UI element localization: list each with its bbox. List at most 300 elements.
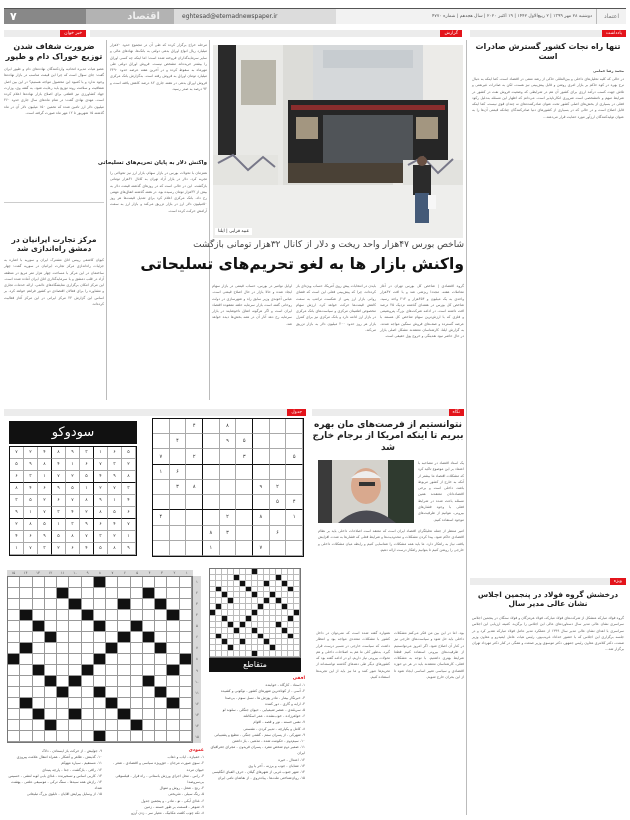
crossword-cell[interactable]	[20, 621, 32, 632]
crossword-cell[interactable]	[94, 665, 106, 676]
sudoku-cell[interactable]	[220, 465, 237, 480]
sudoku-cell[interactable]	[186, 465, 203, 480]
sudoku-cell[interactable]	[270, 465, 287, 480]
crossword-cell[interactable]	[118, 687, 130, 698]
sudoku-cell[interactable]: ۴	[170, 434, 187, 449]
crossword-cell[interactable]	[155, 577, 167, 588]
crossword-cell[interactable]	[57, 731, 69, 742]
crossword-cell[interactable]	[69, 698, 81, 709]
crossword-black-cell	[143, 632, 155, 643]
crossword-grid[interactable]	[7, 576, 193, 743]
sudoku-cell[interactable]: ۹	[253, 480, 270, 495]
sudoku-cell[interactable]: ۱	[153, 465, 170, 480]
sudoku-cell[interactable]	[186, 541, 203, 556]
crossword-row-number: ۱۵	[195, 735, 199, 740]
crossword-cell[interactable]	[106, 577, 118, 588]
sudoku-cell[interactable]	[153, 419, 170, 434]
sudoku-cell[interactable]	[270, 510, 287, 525]
sudoku-cell[interactable]	[220, 449, 237, 464]
sudoku-cell[interactable]	[170, 510, 187, 525]
crossword-cell[interactable]	[155, 731, 167, 742]
crossword-cell[interactable]	[131, 709, 143, 720]
crossword-cell[interactable]	[118, 643, 130, 654]
crossword-cell[interactable]	[69, 687, 81, 698]
crossword-cell[interactable]	[20, 577, 32, 588]
news-headline-2: مرکز تجارت ایرانیان در دمشق راه‌اندازی شد	[11, 235, 97, 254]
crossword-cell[interactable]	[94, 610, 106, 621]
crossword-cell[interactable]	[69, 610, 81, 621]
crossword-cell[interactable]	[118, 654, 130, 665]
crossword-cell[interactable]	[143, 643, 155, 654]
crossword-cell[interactable]	[131, 632, 143, 643]
crossword-cell[interactable]	[69, 588, 81, 599]
crossword-cell[interactable]	[69, 577, 81, 588]
crossword-cell[interactable]	[69, 643, 81, 654]
crossword-cell[interactable]	[167, 577, 179, 588]
sudoku-cell[interactable]	[203, 480, 220, 495]
crossword-cell[interactable]	[143, 621, 155, 632]
section-email[interactable]: eghtesad@etemadnewspaper.ir	[174, 9, 336, 24]
sudoku-cell[interactable]	[253, 449, 270, 464]
lead-col-3: اوایل نوامبر در بورس، حساب قیمتی در بازار سهام ایجاد شده و حالا بازار در حال اصلاح قیمتی است. عباس آخوندی وزیر سابق راه و شهرسازی در دولت روحانی گفته است بازار سرمایه حلقه مفقوده اقتصاد ایران است و اگر هرگونه اتفاق ناخوشایند در بازار سرمایه رخ دهد آثار آن در همه بخش‌ها دیده خواهد شد.	[212, 284, 292, 326]
sudoku-cell[interactable]: ۶	[270, 526, 287, 541]
crossword-cell[interactable]	[45, 599, 57, 610]
sudoku-cell[interactable]	[286, 541, 303, 556]
crossword-cell[interactable]	[57, 621, 69, 632]
crossword-cell[interactable]	[180, 687, 192, 698]
sudoku-cell[interactable]	[153, 434, 170, 449]
sudoku-cell[interactable]	[236, 419, 253, 434]
sudoku-cell[interactable]: ۶	[170, 465, 187, 480]
sudoku-cell[interactable]	[203, 434, 220, 449]
crossword-cell[interactable]	[106, 621, 118, 632]
sudoku-cell[interactable]	[236, 480, 253, 495]
crossword-cell[interactable]	[33, 610, 45, 621]
crossword-cell[interactable]	[180, 665, 192, 676]
crossword-cell[interactable]	[94, 643, 106, 654]
crossword-column-number: ۲	[173, 571, 176, 575]
sudoku-cell[interactable]: ۸	[253, 510, 270, 525]
sudoku-cell[interactable]	[270, 541, 287, 556]
crossword-cell[interactable]	[82, 588, 94, 599]
crossword-black-cell	[57, 588, 69, 599]
crossword-cell[interactable]	[45, 687, 57, 698]
crossword-cell[interactable]	[94, 720, 106, 731]
crossword-cell[interactable]	[45, 577, 57, 588]
sudoku-cell: ۵	[24, 495, 38, 507]
crossword-cell[interactable]	[131, 610, 143, 621]
crossword-cell[interactable]	[8, 610, 20, 621]
sudoku-cell[interactable]	[286, 480, 303, 495]
crossword-cell[interactable]	[143, 599, 155, 610]
crossword-cell[interactable]	[180, 698, 192, 709]
sudoku-cell: ۳	[38, 543, 52, 555]
crossword-cell[interactable]	[33, 632, 45, 643]
crossword-cell[interactable]	[106, 654, 118, 665]
sudoku-cell[interactable]	[220, 495, 237, 510]
crossword-cell[interactable]	[57, 698, 69, 709]
crossword-cell[interactable]	[94, 698, 106, 709]
sudoku-cell[interactable]	[286, 419, 303, 434]
crossword-cell[interactable]	[8, 643, 20, 654]
crossword-cell[interactable]	[131, 588, 143, 599]
crossword-cell[interactable]	[106, 588, 118, 599]
crossword-cell[interactable]	[180, 599, 192, 610]
crossword-cell[interactable]	[131, 665, 143, 676]
crossword-cell[interactable]	[155, 621, 167, 632]
crossword-cell[interactable]	[180, 720, 192, 731]
crossword-cell[interactable]	[167, 731, 179, 742]
sudoku-cell[interactable]	[220, 541, 237, 556]
crossword-cell[interactable]	[106, 720, 118, 731]
crossword-cell[interactable]	[33, 588, 45, 599]
crossword-cell[interactable]	[118, 610, 130, 621]
crossword-cell[interactable]	[106, 687, 118, 698]
crossword-cell[interactable]	[82, 643, 94, 654]
crossword-cell[interactable]	[143, 610, 155, 621]
crossword-cell[interactable]	[106, 731, 118, 742]
sudoku-cell: ۱	[80, 483, 94, 495]
sudoku-cell[interactable]	[236, 541, 253, 556]
crossword-column-number: ۸	[99, 571, 101, 575]
crossword-cell[interactable]	[8, 632, 20, 643]
crossword-black-cell	[45, 720, 57, 731]
sudoku-cell[interactable]	[170, 526, 187, 541]
sudoku-cell[interactable]: ۴	[286, 495, 303, 510]
stock-exchange-hall-illustration	[213, 45, 463, 238]
crossword-cell[interactable]	[82, 731, 94, 742]
sudoku-cell[interactable]: ۴	[186, 419, 203, 434]
sudoku-cell[interactable]	[236, 526, 253, 541]
crossword-cell[interactable]	[57, 720, 69, 731]
crossword-cell[interactable]	[20, 687, 32, 698]
crossword-cell[interactable]	[167, 632, 179, 643]
crossword-cell[interactable]	[131, 654, 143, 665]
sudoku-cell[interactable]: ۸	[186, 480, 203, 495]
crossword-cell[interactable]	[118, 577, 130, 588]
sudoku-cell[interactable]: ۵	[236, 434, 253, 449]
crossword-cell[interactable]	[33, 654, 45, 665]
crossword-cell[interactable]	[180, 709, 192, 720]
crossword-cell[interactable]	[167, 643, 179, 654]
sudoku-cell[interactable]: ۴	[153, 510, 170, 525]
sudoku-cell[interactable]	[236, 495, 253, 510]
crossword-cell[interactable]	[45, 610, 57, 621]
crossword-cell[interactable]	[143, 665, 155, 676]
crossword-cell[interactable]	[33, 687, 45, 698]
opinion-col-2: بود. اما در این بین من فکر می‌کنم مشکلات داخلی باید حل شود و سیاست‌های خارجی نیز در کنار آن اصلاح شود. اگر امروز می‌توانستیم از ظرفیت‌های بیرونی استفاده کنیم قطعا شرایط بهتری داشتیم. با توجه به مشکلات فعلی، کارشناسان معتقدند باید در هر دو حوزه اقتصادی و سیاسی تغییر اساسی ایجاد شود تا از این بحران خارج شویم.	[394, 631, 464, 680]
sudoku-cell[interactable]	[203, 510, 220, 525]
crossword-cell[interactable]	[57, 599, 69, 610]
crossword-cell[interactable]	[20, 676, 32, 687]
crossword-cell[interactable]	[45, 621, 57, 632]
sudoku-cell[interactable]: ۱	[203, 541, 220, 556]
crossword-cell[interactable]	[143, 577, 155, 588]
crossword-cell[interactable]	[45, 731, 57, 742]
crossword-cell[interactable]	[69, 731, 81, 742]
crossword-cell[interactable]	[82, 720, 94, 731]
crossword-cell[interactable]	[155, 654, 167, 665]
crossword-cell[interactable]	[33, 676, 45, 687]
crossword-cell[interactable]	[82, 687, 94, 698]
crossword-cell[interactable]	[143, 698, 155, 709]
crossword-black-cell	[45, 676, 57, 687]
crossword-cell[interactable]	[155, 665, 167, 676]
sudoku-cell: ۲	[38, 495, 52, 507]
sudoku-cell[interactable]: ۲	[220, 510, 237, 525]
sudoku-cell: ۵	[52, 531, 66, 543]
crossword-cell[interactable]	[33, 643, 45, 654]
crossword-cell[interactable]	[106, 709, 118, 720]
sudoku-cell[interactable]	[236, 465, 253, 480]
sudoku-cell[interactable]	[186, 510, 203, 525]
crossword-cell[interactable]	[33, 698, 45, 709]
crossword-cell[interactable]	[82, 654, 94, 665]
crossword-cell[interactable]	[82, 698, 94, 709]
crossword-cell[interactable]	[106, 665, 118, 676]
crossword-cell[interactable]	[45, 698, 57, 709]
sudoku-cell[interactable]	[170, 419, 187, 434]
crossword-cell[interactable]	[155, 610, 167, 621]
crossword-cell[interactable]	[20, 588, 32, 599]
sudoku-cell: ۲	[108, 531, 122, 543]
crossword-cell[interactable]	[57, 610, 69, 621]
sudoku-cell[interactable]	[203, 449, 220, 464]
sudoku-cell[interactable]: ۳	[170, 480, 187, 495]
crossword-cell[interactable]	[20, 731, 32, 742]
crossword-black-cell	[94, 731, 106, 742]
crossword-cell[interactable]	[69, 720, 81, 731]
crossword-cell[interactable]	[143, 720, 155, 731]
sudoku-cell[interactable]	[170, 449, 187, 464]
crossword-cell[interactable]	[180, 621, 192, 632]
crossword-cell[interactable]	[8, 698, 20, 709]
sudoku-cell[interactable]: ۹	[220, 434, 237, 449]
sudoku-cell[interactable]: ۸	[203, 526, 220, 541]
crossword-black-cell	[8, 654, 20, 665]
crossword-cell[interactable]	[45, 709, 57, 720]
crossword-cell[interactable]	[33, 720, 45, 731]
sudoku-puzzle-grid[interactable]	[152, 418, 304, 557]
crossword-cell[interactable]	[20, 709, 32, 720]
crossword-cell[interactable]	[106, 610, 118, 621]
sudoku-cell: ۷	[108, 483, 122, 495]
crossword-cell[interactable]	[167, 599, 179, 610]
sudoku-cell[interactable]	[220, 480, 237, 495]
crossword-cell[interactable]	[57, 654, 69, 665]
crossword-cell[interactable]	[155, 698, 167, 709]
sudoku-cell[interactable]	[253, 434, 270, 449]
crossword-cell[interactable]	[167, 654, 179, 665]
crossword-cell[interactable]	[131, 599, 143, 610]
sudoku-cell[interactable]	[203, 419, 220, 434]
sudoku-cell[interactable]	[253, 465, 270, 480]
section-tag-opinion: نگاه	[449, 409, 464, 416]
crossword-cell[interactable]	[33, 599, 45, 610]
crossword-cell[interactable]	[118, 621, 130, 632]
crossword-cell[interactable]	[82, 621, 94, 632]
crossword-cell[interactable]	[57, 709, 69, 720]
crossword-cell[interactable]	[20, 720, 32, 731]
crossword-cell[interactable]	[8, 731, 20, 742]
sudoku-cell[interactable]	[270, 419, 287, 434]
sudoku-cell[interactable]: ۲	[186, 449, 203, 464]
crossword-cell[interactable]	[155, 709, 167, 720]
sudoku-cell[interactable]: ۷	[253, 541, 270, 556]
crossword-cell[interactable]	[82, 632, 94, 643]
crossword-cell[interactable]	[180, 632, 192, 643]
sudoku-cell: ۲	[94, 483, 108, 495]
crossword-cell[interactable]	[180, 676, 192, 687]
crossword-cell[interactable]	[8, 676, 20, 687]
sudoku-cell[interactable]	[203, 465, 220, 480]
crossword-cell[interactable]	[45, 665, 57, 676]
crossword-cell[interactable]	[94, 709, 106, 720]
crossword-cell[interactable]	[57, 632, 69, 643]
crossword-cell[interactable]	[106, 599, 118, 610]
crossword-cell[interactable]	[57, 676, 69, 687]
sudoku-cell[interactable]: ۵	[270, 495, 287, 510]
crossword-black-cell	[167, 610, 179, 621]
crossword-column-number: ۱۳	[36, 571, 40, 575]
crossword-cell[interactable]	[106, 676, 118, 687]
crossword-cell[interactable]	[8, 621, 20, 632]
crossword-cell[interactable]	[118, 720, 130, 731]
crossword-cell[interactable]	[167, 687, 179, 698]
crossword-cell[interactable]	[143, 654, 155, 665]
sudoku-cell[interactable]	[170, 541, 187, 556]
crossword-cell[interactable]	[8, 577, 20, 588]
crossword-cell[interactable]	[155, 588, 167, 599]
crossword-cell[interactable]	[131, 687, 143, 698]
sudoku-cell[interactable]	[153, 526, 170, 541]
crossword-cell[interactable]	[167, 720, 179, 731]
crossword-cell[interactable]	[45, 588, 57, 599]
crossword-cell[interactable]	[167, 588, 179, 599]
crossword-cell[interactable]	[167, 709, 179, 720]
sudoku-cell[interactable]: ۲	[270, 480, 287, 495]
sudoku-cell[interactable]	[153, 495, 170, 510]
sudoku-cell[interactable]	[203, 495, 220, 510]
crossword-cell[interactable]	[8, 588, 20, 599]
crossword-cell[interactable]	[167, 676, 179, 687]
crossword-column-number: ۱۴	[23, 571, 28, 575]
crossword-cell[interactable]	[82, 676, 94, 687]
sudoku-cell[interactable]	[286, 434, 303, 449]
sudoku-cell[interactable]	[236, 510, 253, 525]
crossword-cell[interactable]	[8, 665, 20, 676]
crossword-cell[interactable]	[106, 632, 118, 643]
crossword-cell[interactable]	[82, 599, 94, 610]
sudoku-cell[interactable]	[253, 419, 270, 434]
crossword-cell[interactable]	[155, 632, 167, 643]
crossword-cell[interactable]	[57, 643, 69, 654]
crossword-cell[interactable]	[33, 577, 45, 588]
crossword-cell[interactable]	[131, 676, 143, 687]
crossword-cell[interactable]	[8, 720, 20, 731]
sudoku-cell[interactable]	[253, 526, 270, 541]
crossword-cell[interactable]	[131, 698, 143, 709]
crossword-cell[interactable]	[180, 610, 192, 621]
crossword-cell[interactable]	[20, 599, 32, 610]
crossword-cell[interactable]	[118, 588, 130, 599]
crossword-cell[interactable]	[118, 698, 130, 709]
crossword-cell[interactable]	[45, 654, 57, 665]
crossword-cell[interactable]	[131, 731, 143, 742]
sudoku-cell[interactable]	[153, 541, 170, 556]
sudoku-cell[interactable]	[286, 465, 303, 480]
crossword-cell[interactable]	[94, 599, 106, 610]
crossword-cell[interactable]	[118, 665, 130, 676]
crossword-black-cell	[82, 610, 94, 621]
crossword-cell[interactable]	[69, 665, 81, 676]
crossword-cell[interactable]	[82, 709, 94, 720]
sudoku-cell[interactable]	[270, 434, 287, 449]
crossword-cell[interactable]	[118, 731, 130, 742]
crossword-cell[interactable]	[180, 731, 192, 742]
crossword-cell[interactable]	[167, 621, 179, 632]
crossword-cell[interactable]	[180, 588, 192, 599]
crossword-cell[interactable]	[118, 676, 130, 687]
crossword-row-number: ۱۳	[195, 713, 199, 718]
sudoku-cell[interactable]	[170, 495, 187, 510]
sudoku-cell[interactable]: ۵	[286, 449, 303, 464]
crossword-cell[interactable]	[20, 665, 32, 676]
sudoku-cell[interactable]	[186, 495, 203, 510]
sudoku-cell[interactable]: ۱	[286, 510, 303, 525]
crossword-cell[interactable]	[57, 665, 69, 676]
crossword-cell[interactable]	[33, 731, 45, 742]
sudoku-cell[interactable]	[186, 526, 203, 541]
crossword-cell[interactable]	[8, 687, 20, 698]
sudoku-cell[interactable]	[286, 526, 303, 541]
crossword-cell[interactable]	[180, 643, 192, 654]
sudoku-cell[interactable]	[186, 434, 203, 449]
crossword-cell[interactable]	[180, 577, 192, 588]
crossword-cell[interactable]	[69, 621, 81, 632]
crossword-cell[interactable]	[8, 709, 20, 720]
crossword-cell[interactable]	[69, 654, 81, 665]
crossword-cell[interactable]	[143, 731, 155, 742]
crossword-cell[interactable]	[94, 676, 106, 687]
sudoku-cell[interactable]: ۳	[220, 526, 237, 541]
crossword-cell[interactable]	[20, 632, 32, 643]
crossword-cell[interactable]	[94, 632, 106, 643]
crossword-cell[interactable]	[155, 720, 167, 731]
sudoku-cell[interactable]: ۷	[153, 449, 170, 464]
crossword-black-cell	[94, 621, 106, 632]
sudoku-cell[interactable]	[153, 480, 170, 495]
crossword-cell[interactable]	[82, 577, 94, 588]
crossword-cell[interactable]	[94, 588, 106, 599]
crossword-cell[interactable]	[155, 676, 167, 687]
crossword-cell[interactable]	[20, 654, 32, 665]
opinion-intro: یک استاد اقتصاد در مصاحبه با اعتماد بر این موضوع تاکید کرد که مشکلات اقتصاد ما بیشتر از آنکه به خارج از کشور مربوط باشد، داخلی است و برخی اقتصاددانان معتقدند همین مسئله باعث شده در شرایط فعلی با وجود فشارهای بیرونی، نتوانیم از ظرفیت‌های موجود استفاده کنیم.	[418, 461, 464, 522]
crossword-cell[interactable]	[57, 577, 69, 588]
crossword-cell[interactable]	[143, 709, 155, 720]
crossword-cell[interactable]	[143, 687, 155, 698]
crossword-cell[interactable]	[131, 577, 143, 588]
sudoku-cell[interactable]: ۳	[236, 449, 253, 464]
crossword-cell[interactable]	[131, 643, 143, 654]
crossword-cell[interactable]	[45, 643, 57, 654]
sudoku-cell[interactable]: ۸	[220, 419, 237, 434]
section-tag-report: گزارش	[440, 30, 462, 37]
crossword-cell[interactable]	[69, 632, 81, 643]
sudoku-cell[interactable]	[270, 449, 287, 464]
sudoku-cell[interactable]	[253, 495, 270, 510]
crossword-cell[interactable]	[8, 599, 20, 610]
